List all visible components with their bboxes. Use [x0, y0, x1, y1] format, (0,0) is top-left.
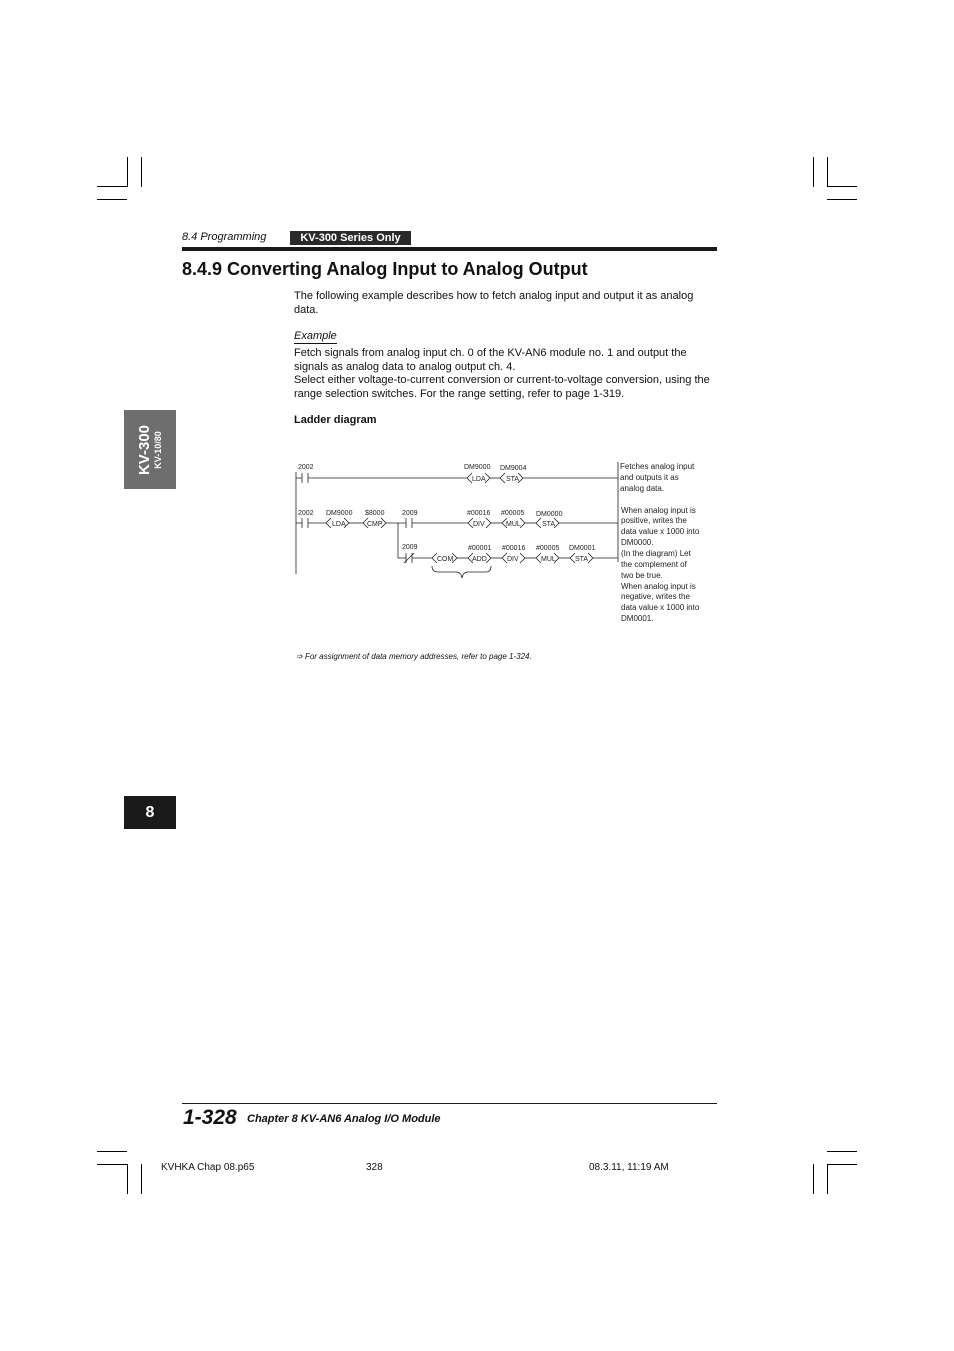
r2-contact-label: 2002 — [298, 510, 314, 517]
arrow-icon: ➩ — [296, 652, 305, 661]
r2-instr-1: LDA — [332, 521, 346, 528]
r1-contact-label: 2002 — [298, 464, 314, 471]
r2-instr-2: CMP — [367, 521, 383, 528]
chapter-number-box: 8 — [124, 796, 176, 829]
r2-instr-3: DIV — [473, 521, 485, 528]
r2-instr-4: MUL — [506, 521, 521, 528]
r2-operand-4: #00005 — [501, 510, 525, 517]
r1-operand-2: DM9004 — [500, 465, 527, 472]
footer-rule — [182, 1103, 717, 1104]
r3-contact-label: 2009 — [402, 544, 418, 551]
r3-operand-3: #00005 — [536, 545, 560, 552]
r3-operand-1: #00001 — [468, 545, 492, 552]
series-badge: KV-300 Series Only — [290, 231, 411, 245]
r3-instr-5: STA — [575, 556, 589, 563]
comment-line: data value x 1000 into — [621, 527, 700, 536]
r2-operand-5: DM0000 — [536, 511, 563, 518]
r3-instr-4: MUL — [541, 556, 556, 563]
r1-instr-2: STA — [506, 476, 520, 483]
print-date: 08.3.11, 11:19 AM — [589, 1162, 669, 1173]
complement-brace — [432, 566, 491, 578]
r2-operand-1: DM9000 — [326, 510, 353, 517]
example-text-2: Select either voltage-to-current conversion or current-to-voltage conversion, using the range selection switches. For the range setting, refer to page 1-319. — [294, 374, 710, 400]
section-breadcrumb: 8.4 Programming — [182, 231, 267, 243]
chapter-title: Chapter 8 KV-AN6 Analog I/O Module — [247, 1113, 441, 1125]
comment-line: the complement of — [621, 560, 687, 569]
print-file: KVHKA Chap 08.p65 — [161, 1162, 255, 1173]
side-tab — [124, 410, 176, 489]
print-page: 328 — [366, 1162, 383, 1173]
ladder-comments — [620, 462, 700, 623]
r3-operand-2: #00016 — [502, 545, 526, 552]
r3-instr-3: DIV — [507, 556, 519, 563]
r2-instr-5: STA — [542, 521, 556, 528]
r3-instr-2: ADD — [472, 556, 487, 563]
comment-line: positive, writes the — [621, 516, 687, 525]
r1-operand-1: DM9000 — [464, 464, 491, 471]
r2-relay-label: 2009 — [402, 510, 418, 517]
comment-line: analog data. — [620, 484, 665, 493]
comment-line: and outputs it as — [620, 473, 679, 482]
side-tab-sub: KV-10/80 — [153, 430, 163, 469]
r3-operand-4: DM0001 — [569, 545, 596, 552]
example-text-1: Fetch signals from analog input ch. 0 of the KV-AN6 module no. 1 and output the signals as analog data to analog output ch. 4. — [294, 347, 687, 373]
header-rule — [182, 247, 717, 251]
page-title: 8.4.9 Converting Analog Input to Analog Output — [182, 259, 588, 279]
comment-line: negative, writes the — [621, 592, 690, 601]
r2-operand-2: $8000 — [365, 510, 385, 517]
example-label: Example — [294, 330, 337, 342]
note-text: For assignment of data memory addresses, refer to page 1-324. — [304, 652, 532, 661]
comment-line: DM0001. — [621, 614, 654, 623]
comment-line: data value x 1000 into — [621, 603, 700, 612]
ladder-diagram — [290, 455, 720, 630]
ladder-heading: Ladder diagram — [294, 414, 377, 426]
comment-line: DM0000. — [621, 538, 654, 547]
r1-instr-1: LDA — [472, 476, 486, 483]
r3-instr-1: COM — [437, 556, 454, 563]
intro-paragraph: The following example describes how to fetch analog input and output it as analog data. — [294, 290, 694, 316]
comment-line: Fetches analog input — [620, 462, 695, 471]
comment-line: When analog input is — [621, 582, 696, 591]
rung-1 — [296, 473, 618, 483]
r2-operand-3: #00016 — [467, 510, 491, 517]
comment-line: (In the diagram) Let — [621, 549, 691, 558]
page-number: 1-328 — [183, 1106, 237, 1129]
comment-line: two be true. — [621, 571, 663, 580]
comment-line: When analog input is — [621, 506, 696, 515]
reference-note — [296, 652, 532, 661]
side-tab-main: KV-300 — [136, 424, 153, 475]
